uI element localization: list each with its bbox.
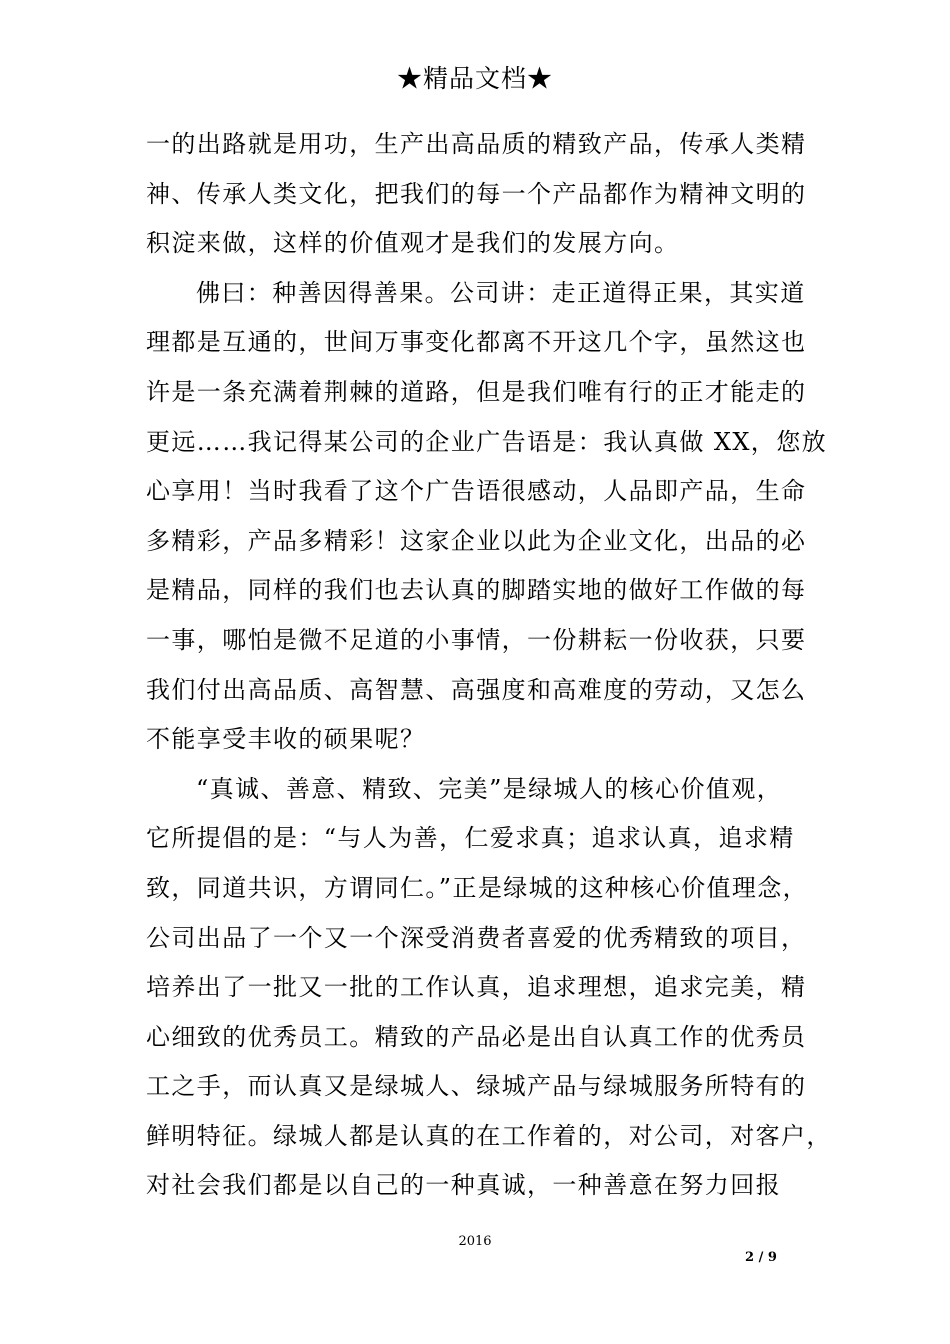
footer-year: 2016: [458, 1234, 492, 1249]
text-line: 心享用！当时我看了这个广告语很感动，人品即产品，生命: [146, 477, 807, 506]
text-line: 积淀来做，这样的价值观才是我们的发展方向。: [146, 229, 680, 258]
document-body: [146, 120, 832, 1211]
page-number: 2 / 9: [745, 1250, 777, 1265]
text-line: 我们付出高品质、高智慧、高强度和高难度的劳动，又怎么: [146, 675, 807, 704]
page-header-title: ★精品文档★: [396, 64, 553, 93]
text-line: 理都是互通的，世间万事变化都离不开这几个字，虽然这也: [146, 328, 807, 357]
text-line: 对社会我们都是以自己的一种真诚，一种善意在努力回报: [146, 1171, 781, 1200]
text-line: 它所提倡的是：“与人为善，仁爱求真；追求认真，追求精: [146, 824, 795, 853]
paragraph-first-line: 佛曰：种善因得善果。公司讲：走正道得正果，其实道: [196, 278, 806, 307]
text-line: 心细致的优秀员工。精致的产品必是出自认真工作的优秀员: [146, 1022, 807, 1051]
text-line: 公司出品了一个又一个深受消费者喜爱的优秀精致的项目，: [146, 923, 807, 952]
text-line: 更远……我记得某公司的企业广告语是：我认真做 XX，您放: [146, 427, 827, 456]
text-line: 一的出路就是用功，生产出高品质的精致产品，传承人类精: [146, 130, 807, 158]
text-line: 许是一条充满着荆棘的道路，但是我们唯有行的正才能走的: [146, 377, 807, 406]
text-line: 多精彩，产品多精彩！这家企业以此为企业文化，出品的必: [146, 526, 807, 555]
paragraph-first-line: “真诚、善意、精致、完美”是绿城人的核心价值观，: [196, 774, 783, 803]
text-line: 神、传承人类文化，把我们的每一个产品都作为精神文明的: [146, 179, 807, 208]
text-line: 致，同道共识，方谓同仁。”正是绿城的这种核心价值理念，: [146, 873, 809, 902]
text-line: 鲜明特征。绿城人都是认真的在工作着的，对公司，对客户，: [146, 1121, 832, 1150]
text-line: 培养出了一批又一批的工作认真，追求理想，追求完美，精: [146, 973, 807, 1002]
text-line: 一事，哪怕是微不足道的小事情，一份耕耘一份收获，只要: [146, 625, 807, 654]
text-line: 是精品，同样的我们也去认真的脚踏实地的做好工作做的每: [146, 576, 807, 605]
text-line: 工之手，而认真又是绿城人、绿城产品与绿城服务所特有的: [146, 1072, 807, 1101]
text-line: 不能享受丰收的硕果呢？: [146, 725, 426, 754]
